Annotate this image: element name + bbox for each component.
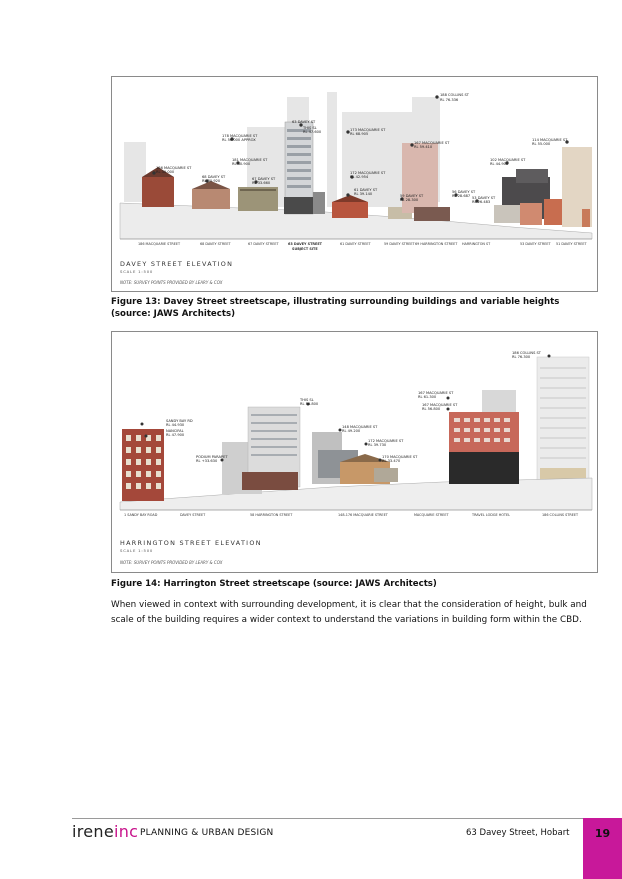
callout-label: 167 MACQUARIE ST (414, 141, 450, 145)
street-label: 148-176 MACQUARIE STREET (338, 513, 388, 517)
callout-rl: RL 76.300 (512, 355, 531, 359)
callout-rl: RL 33.660 (252, 181, 271, 185)
street-label: 67 DAVEY STREET (248, 242, 279, 246)
callout-label: 172 MACQUARIE ST (368, 439, 404, 443)
callout-label: 186 MACQUARIE ST (156, 166, 192, 170)
subject-site-label: SUBJECT SITE (292, 247, 318, 251)
callout-rl: RL 28.687 (452, 194, 471, 198)
callout-rl: RL 59.410 (414, 145, 433, 149)
street-label: 61 DAVEY STREET (340, 242, 371, 246)
street-label: 68 DAVEY STREET (200, 242, 231, 246)
footer-address: 63 Davey Street, Hobart (466, 828, 570, 838)
harrington-street-elevation-figure (111, 331, 598, 573)
callout-rl: RL 42.954 (350, 175, 369, 179)
callout-rl: RL 30.920 (202, 179, 221, 183)
street-label: 69 HARRINGTON STREET (415, 242, 458, 246)
callout-label: 181 MACQUARIE ST (232, 158, 268, 162)
davey-street-elevation-drawing (112, 77, 597, 291)
callout-label: 56 DAVEY ST (452, 190, 476, 194)
footer-divider (72, 818, 584, 819)
callout-label: 170 MACQUARIE ST (382, 455, 418, 459)
callout-label: 167 MACQUARIE ST (418, 391, 454, 395)
street-label: 1 SANDY BAY ROAD (124, 513, 158, 517)
callout-label: 172 MACQUARIE ST (350, 171, 386, 175)
callout-label: 63 DAVEY ST (292, 120, 316, 124)
callout-rl: RL 39.140 (354, 192, 373, 196)
callout-rl: RL 28.300 (400, 198, 419, 202)
callout-rl: RL 33.470 (382, 459, 401, 463)
davey-street-elevation-figure (111, 76, 598, 292)
callout-rl: RL 40.900 (232, 162, 251, 166)
callout-label: 173 MACQUARIE ST (350, 128, 386, 132)
callout-label: THIS SL (300, 398, 314, 402)
callout-rl: RL 47.600 (303, 130, 322, 134)
callout-label: 59 DAVEY ST (400, 194, 424, 198)
elevation-title: DAVEY STREET ELEVATION (120, 260, 234, 268)
callout-label: 61 DAVEY ST (354, 188, 378, 192)
callout-rl: RL 44.900 (490, 162, 509, 166)
callout-label: 186 COLLINS ST (512, 351, 541, 355)
street-label: DAVEY STREET (180, 513, 206, 517)
callout-rl: RL 56.000 APPROX (222, 138, 256, 142)
callout-label: THIS SL (303, 126, 317, 130)
elevation-scale: SCALE 1:500 (120, 548, 154, 553)
callout-label: 178 MACQUARIE ST (222, 134, 258, 138)
callout-rl: RL 47.900 (166, 433, 185, 437)
callout-rl: RL 44.930 (166, 423, 185, 427)
elevation-scale: SCALE 1:500 (120, 269, 154, 274)
elevation-title: HARRINGTON STREET ELEVATION (120, 539, 262, 547)
callout-rl: RL 39.730 (368, 443, 387, 447)
callout-rl: RL 68.905 (350, 132, 369, 136)
callout-label: PODIUM PARAPET (196, 455, 228, 459)
street-label: 186 COLLINS STREET (542, 513, 579, 517)
callout-rl: RL 56.800 (422, 407, 441, 411)
callout-rl: RL 26.483 (472, 200, 491, 204)
street-label: 59 DAVEY STREET (384, 242, 415, 246)
figure-14-caption: Figure 14: Harrington Street streetscape (source: JAWS Architects) (111, 579, 437, 589)
callout-label: 102 MACQUARIE ST (490, 158, 526, 162)
body-paragraph: When viewed in context with surrounding development, it is clear that the consideration of height, bulk and scale of the building requires a wider context to understand the variations in building form within the CBD. (111, 600, 587, 625)
callout-label: 167 MACQUARIE ST (422, 403, 458, 407)
street-label: HARRINGTON ST (462, 242, 491, 246)
callout-label: 148 MACQUARIE ST (342, 425, 378, 429)
callout-label: 114 MACQUARIE ST (532, 138, 568, 142)
figure-13-caption: Figure 13: Davey Street streetscape, illustrating surrounding buildings and variable heights (source: JAWS Architects) (111, 297, 560, 319)
page-number: 19 (594, 827, 611, 840)
callout-rl: RL 30.000 (156, 170, 175, 174)
street-label: 51 DAVEY STREET (556, 242, 587, 246)
street-label: TRAVEL LODGE HOTEL (472, 513, 511, 517)
harrington-street-elevation-drawing (112, 332, 597, 572)
page-number-box (583, 818, 622, 879)
callout-rl: RL 56.800 (300, 402, 319, 406)
callout-rl: RL 76.336 (440, 98, 459, 102)
callout-label: NANCIFAL (166, 429, 184, 433)
callout-label: 68 DAVEY ST (202, 175, 226, 179)
callout-rl: RL 61.300 (418, 395, 437, 399)
callout-label: 53 DAVEY ST (472, 196, 496, 200)
street-label: MACQUARIE STREET (414, 513, 449, 517)
street-label: 58 HARRINGTON STREET (250, 513, 293, 517)
callout-rl: RL 49.200 (342, 429, 361, 433)
callout-label: SANDY BAY RD (166, 419, 193, 423)
brand-tagline: PLANNING & URBAN DESIGN (140, 828, 274, 838)
callout-rl: RL 55.000 (532, 142, 551, 146)
street-label: 53 DAVEY STREET (520, 242, 551, 246)
street-label: 186 MACQUARIE STREET (138, 242, 181, 246)
brand-part-2: inc (114, 822, 139, 841)
callout-label: 67 DAVEY ST (252, 177, 276, 181)
brand-logo (72, 822, 138, 841)
callout-rl: RL +33.630 (196, 459, 218, 463)
callout-label: 188 COLLINS ST (440, 93, 469, 97)
elevation-note: NOTE: SURVEY POINTS PROVIDED BY LEARY & COX (120, 280, 223, 285)
elevation-note: NOTE: SURVEY POINTS PROVIDED BY LEARY & COX (120, 560, 223, 565)
street-label-subject: 63 DAVEY STREET (288, 242, 322, 246)
brand-part-1: irene (72, 822, 114, 841)
